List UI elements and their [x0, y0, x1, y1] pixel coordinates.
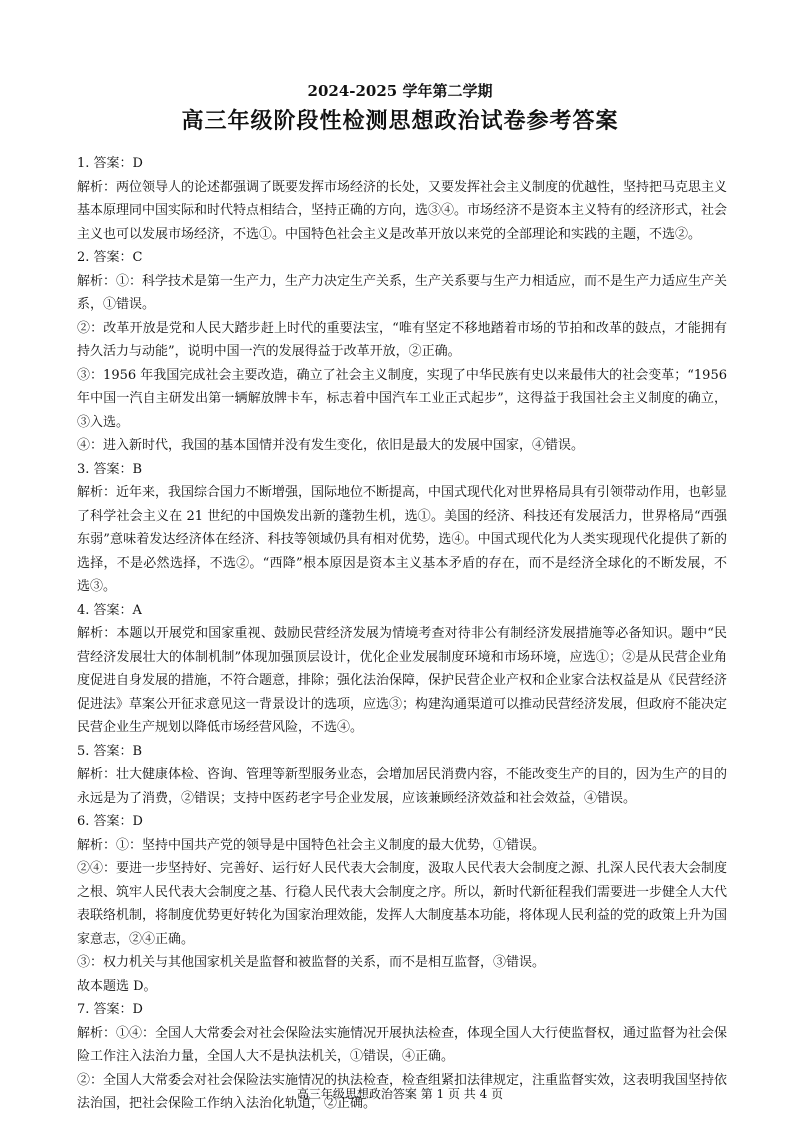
answer-line: 3. 答案：B	[77, 461, 143, 477]
answer-line: 7. 答案：D	[77, 1002, 143, 1017]
answer-line: ④：进入新时代，我国的基本国情并没有发生变化，依旧是最大的发展中国家，④错误。	[77, 438, 585, 453]
answer-line: 解析：壮大健康体检、咨询、管理等新型服务业态，会增加居民消费内容，不能改变生产的目的，因为生产的目的永远是为了消费，②错误；支持中医药老字号企业发展，应该兼顾经济效益和社会效益，④错误。	[77, 767, 728, 806]
answer-line: 解析：本题以开展党和国家重视、鼓励民营经济发展为情境考查对待非公有制经济发展措施等必备知识。题中“民营经济发展壮大的体制机制”体现加强顶层设计，优化企业发展制度环境和市场环境，应选①；②是从民营企业角度促进自身发展的措施，不符合题意，排除；强化法治保障，保护民营企业产权和企业家合法权益是从《民营经济促进法》草案公开征求意见这一背景设计的选项，应选③；构建沟通渠道可以推动民营经济发展，但政府不能决定民营企业生产规划以降低市场经营风险，不选④。	[77, 626, 728, 735]
answer-line: 4. 答案：A	[77, 602, 142, 618]
answer-line: ③：权力机关与其他国家机关是监督和被监督的关系，而不是相互监督，③错误。	[77, 955, 546, 970]
answer-line: ③：1956 年我国完成社会主要改造，确立了社会主义制度，实现了中华民族有史以来最伟大的社会变革；“1956 年中国一汽自主研发出第一辆解放牌卡车，标志着中国汽车工业正式起步”，这得益于我国社会主义制度的确立，③入选。	[77, 367, 727, 430]
answer-line: ②④：要进一步坚持好、完善好、运行好人民代表大会制度，汲取人民代表大会制度之源、扎深人民代表大会制度之根、筑牢人民代表大会制度之基、行稳人民代表大会制度之序。所以，新时代新征程我们需要进一步健全人大代表联络机制，将制度优势更好转化为国家治理效能，发挥人大制度基本功能，将体现人民利益的党的政策上升为国家意志，②④正确。	[77, 861, 728, 947]
answer-content	[77, 152, 727, 1116]
answer-line: 5. 答案：B	[77, 743, 143, 759]
answer-line: 解析：两位领导人的论述都强调了既要发挥市场经济的长处，又要发挥社会主义制度的优越性，坚持把马克思主义基本原理同中国实际和时代特点相结合，坚持正确的方向，选③④。市场经济不是资本主义特有的经济形式，社会主义也可以发展市场经济，不选①。中国特色社会主义是改革开放以来党的全部理论和实践的主题，不选②。	[77, 179, 728, 242]
answer-line: 解析：①④：全国人大常委会对社会保险法实施情况开展执法检查，体现全国人大行使监督权，通过监督为社会保险工作注入法治力量，全国人大不是执法机关，①错误，④正确。	[77, 1025, 728, 1064]
page-title: 高三年级阶段性检测思想政治试卷参考答案	[181, 109, 619, 134]
page-footer: 高三年级思想政治答案 第 1 页 共 4 页	[296, 1087, 504, 1101]
answer-line: 解析：①：科学技术是第一生产力，生产力决定生产关系，生产关系要与生产力相适应，而不是生产力适应生产关系，①错误。	[77, 273, 728, 312]
answer-line: 解析：①：坚持中国共产党的领导是中国特色社会主义制度的最大优势，①错误。	[77, 837, 546, 853]
answer-line: 故本题选 D。	[77, 978, 157, 994]
answer-line: 2. 答案：C	[77, 250, 143, 265]
answer-line: 1. 答案：D	[77, 156, 143, 171]
answer-line: ②：全国人大常委会对社会保险法实施情况的执法检查，检查组紧扣法律规定，注重监督实效，这表明我国坚持依法治国，把社会保险工作纳入法治化轨道，②正确。	[77, 1072, 728, 1111]
answer-line: 6. 答案：D	[77, 814, 143, 829]
answer-line: ②：改革开放是党和人民大踏步赶上时代的重要法宝，“唯有坚定不移地踏着市场的节拍和改革的鼓点，才能拥有持久活力与动能”，说明中国一汽的发展得益于改革开放，②正确。	[77, 320, 727, 359]
answer-line: 解析：近年来，我国综合国力不断增强，国际地位不断提高，中国式现代化对世界格局具有引领带动作用，也彰显了科学社会主义在 21 世纪的中国焕发出新的蓬勃生机，选①。美国的经济、科技还有发展活力，世界格局“西强东弱”意味着发达经济体在经济、科技等领域仍具有相对优势，选④。中国式现代化为人类实现现代化提供了新的选择，不是必然选择，不选②。“西降”根本原因是资本主义基本矛盾的存在，而不是经济全球化的不断发展，不选③。	[77, 485, 728, 594]
semester-subtitle: 2024-2025 学年第二学期	[307, 82, 493, 100]
